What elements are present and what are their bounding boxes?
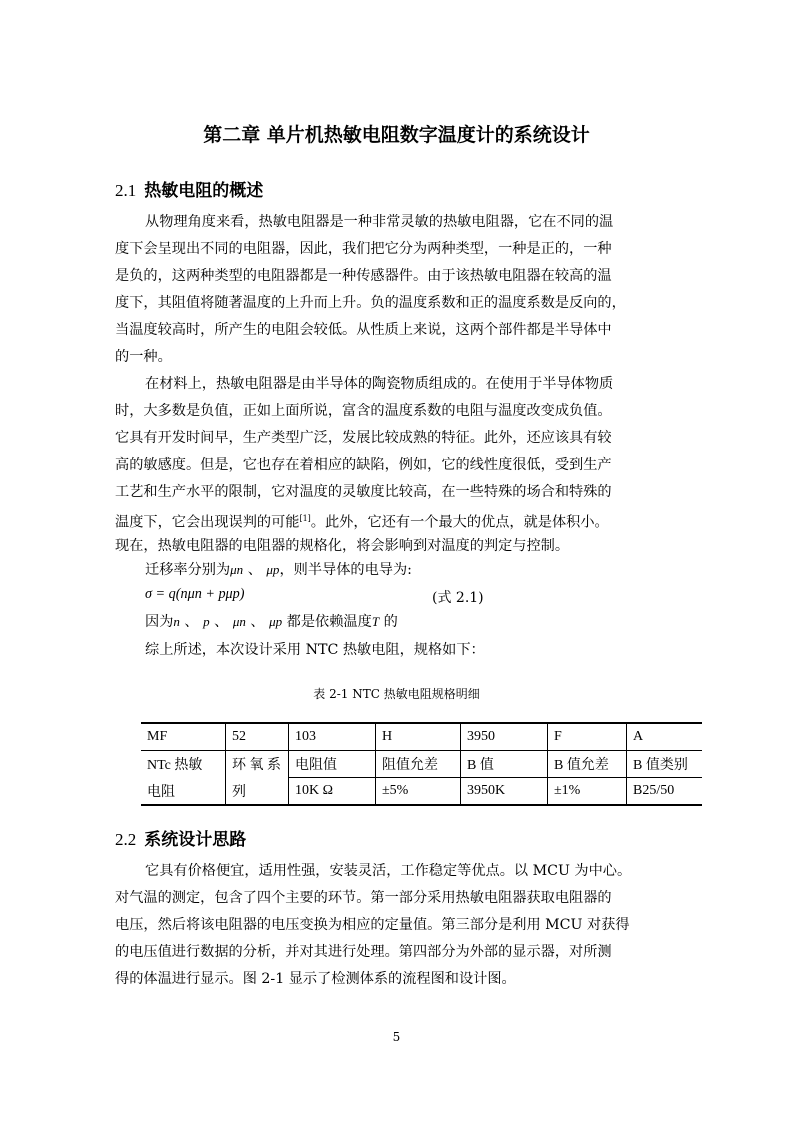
table-caption: 表 2-1 NTC 热敏电阻规格明细 [313,687,480,701]
section-title: 系统设计思路 [144,830,247,850]
paragraph-line: 从物理角度来看，热敏电阻器是一种非常灵敏的热敏电阻器，它在不同的温 [145,214,614,230]
paragraph-line: 在材料上，热敏电阻器是由半导体的陶瓷物质组成的。在使用于半导体物质 [145,376,614,392]
paragraph-line: 对气温的测定，包含了四个主要的环节。第一部分采用热敏电阻器获取电阻器的 [115,890,612,906]
table-cell: ±5% [376,778,461,806]
table-cell: A [627,723,703,751]
paragraph-line: 的电压值进行数据的分析，并对其进行处理。第四部分为外部的显示器，对所测 [115,944,612,960]
table-cell: 阻值允差 [376,751,461,778]
paragraph-line: 度下会呈现出不同的电阻器，因此，我们把它分为两种类型，一种是正的，一种 [115,241,612,257]
dependency-line [145,612,398,632]
line-text: 温度下，它会出现误判的可能 [115,514,300,531]
table-row [141,778,702,806]
paragraph-line: 得的体温进行显示。图 2-1 显示了检测体系的流程图和设计图。 [115,971,516,987]
citation-ref: [1] [299,514,311,523]
paragraph-line: 工艺和生产水平的限制，它对温度的灵敏度比较高，在一些特殊的场合和特殊的 [115,484,612,500]
separator: 、 [214,614,229,630]
chapter-title: 第二章 单片机热敏电阻数字温度计的系统设计 [203,124,590,146]
page-number: 5 [392,1030,401,1044]
table-cell: 3950 [461,723,548,751]
paragraph-line: 它具有开发时间早，生产类型广泛，发展比较成熟的特征。此外，还应该具有较 [115,430,612,446]
paragraph-line: 综上所述，本次设计采用 NTC 热敏电阻，规格如下： [145,642,485,658]
separator: 、 [250,614,265,630]
section-title: 热敏电阻的概述 [144,181,264,201]
table-cell: 3950K [461,778,548,806]
table-cell: 103 [289,723,376,751]
paragraph-line: 高的敏感度。但是，它也存在着相应的缺陷，例如，它的线性度很低，受到生产 [115,457,612,473]
math-symbol: μp [266,562,280,577]
math-symbol: n [173,614,180,629]
math-symbol: T [371,614,380,629]
paragraph-line: 当温度较高时，所产生的电阻会较低。从性质上来说，这两个部件都是半导体中 [115,322,612,338]
paragraph-line: 是负的，这两种类型的电阻器都是一种传感器件。由于该热敏电阻器在较高的温 [115,268,612,284]
paragraph-line: 现在，热敏电阻器的电阻器的规格化，将会影响到对温度的判定与控制。 [115,538,570,554]
table-cell: F [548,723,627,751]
paragraph-line: 时，大多数是负值，正如上面所说，富含的温度系数的电阻与温度改变成负值。 [115,403,612,419]
table-cell: 环 氧 系 [226,751,289,778]
table-row [141,751,702,778]
table-cell: B25/50 [627,778,703,806]
spec-table [141,722,702,806]
formula: σ = q(nμn + pμp) [145,586,245,602]
table-cell: B 值允差 [548,751,627,778]
mobility-line [145,560,412,580]
section-heading-2-1 [115,176,263,201]
table-cell: 52 [226,723,289,751]
paragraph-line [115,509,609,533]
table-cell: ±1% [548,778,627,806]
paragraph-line: 它具有价格便宜，适用性强，安装灵活，工作稳定等优点。以 MCU 为中心。 [145,863,632,879]
table-cell: B 值类别 [627,751,703,778]
table-cell: 电阻值 [289,751,376,778]
section-number: 2.1 [115,181,137,200]
table-cell: B 值 [461,751,548,778]
table-cell: 10K Ω [289,778,376,806]
section-heading-2-2 [115,825,246,850]
table-cell: 电阻 [141,778,226,806]
table-cell: 列 [226,778,289,806]
math-symbol: μn [230,562,244,577]
line-text: 都是依赖温度 [286,614,372,630]
separator: 、 [247,562,262,578]
line-text: 因为 [145,614,174,630]
line-text: ，则半导体的电导为: [279,562,412,578]
formula-label: (式 2.1) [432,590,484,606]
table-cell: H [376,723,461,751]
math-symbol: p [203,614,210,629]
paragraph-line: 的一种。 [115,349,172,365]
separator: 、 [184,614,199,630]
line-text: 。此外，它还有一个最大的优点，就是体积小。 [310,514,609,531]
section-number: 2.2 [115,830,137,849]
table-row [141,723,702,751]
line-text: 的 [383,614,398,630]
paragraph-line: 度下，其阻值将随著温度的上升而上升。负的温度系数和正的温度系数是反向的， [115,295,626,311]
paragraph-line: 电压，然后将该电阻器的电压变换为相应的定量值。第三部分是利用 MCU 对获得 [115,917,630,933]
math-symbol: μp [269,614,283,629]
table-cell: NTc 热敏 [147,758,203,774]
line-text: 迁移率分别为 [145,562,231,578]
table-cell: MF [141,723,226,751]
math-symbol: μn [232,614,246,629]
